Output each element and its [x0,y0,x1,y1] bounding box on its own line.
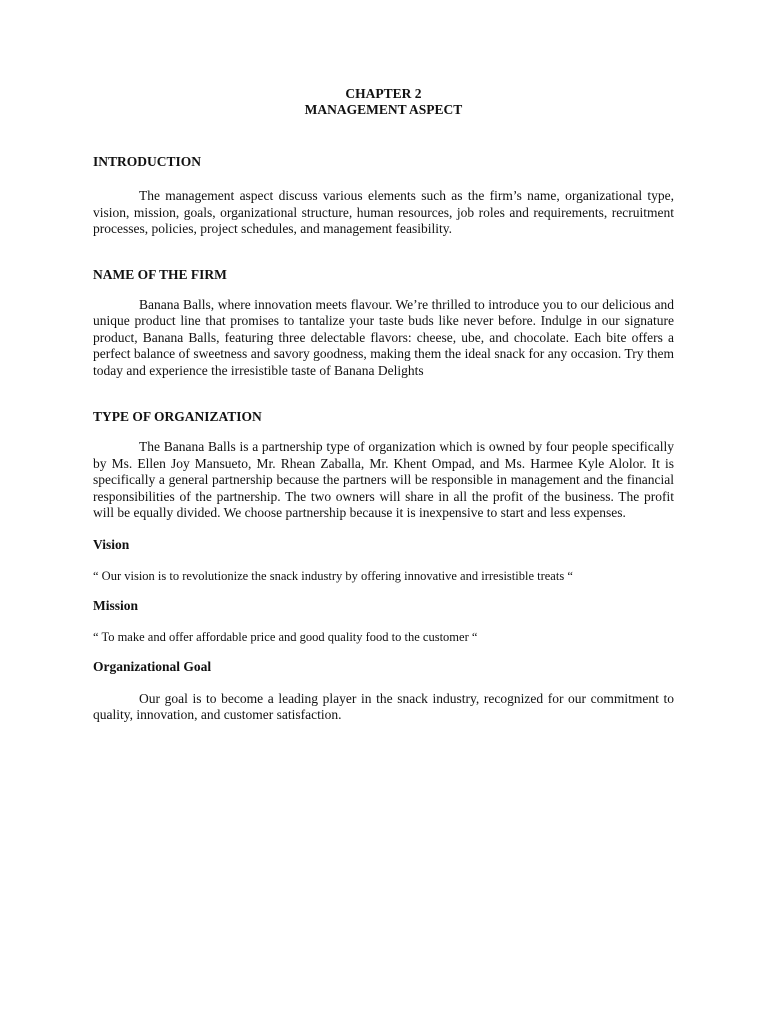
introduction-paragraph: The management aspect discuss various elements such as the firm’s name, organizational type, vision, mission, goals, organizational structure, human resources, job roles and requirements, recruitment processes, policies, project schedules, and management feasibility. [93,188,674,236]
vision-heading: Vision [93,536,130,552]
organizational-goal-paragraph: Our goal is to become a leading player in the snack industry, recognized for our commitment to quality, innovation, and customer satisfaction. [93,690,674,722]
organization-type-paragraph: The Banana Balls is a partnership type of organization which is owned by four people specifically by Ms. Ellen Joy Mansueto, Mr. Rhean Zaballa, Mr. Khent Ompad, and Ms. Harmee Kyle Alolor. It is specifically a general partnership because the partners will be responsible in management and the financial responsibilities of the partnership. The two owners will share in all the profit of the business. The profit will be equally divided. We choose partnership because it is inexpensive to start and less expenses. [93,439,674,520]
chapter-title: MANAGEMENT ASPECT [304,102,463,117]
vision-statement: “ Our vision is to revolutionize the snack industry by offering innovative and irresistible treats “ [93,568,573,583]
page-content [93,86,674,724]
introduction-heading: INTRODUCTION [93,154,202,169]
chapter-number: CHAPTER 2 [345,86,422,101]
firm-name-heading: NAME OF THE FIRM [93,266,227,282]
organization-type-heading: TYPE OF ORGANIZATION [93,409,262,424]
firm-name-paragraph: Banana Balls, where innovation meets flavour. We’re thrilled to introduce you to our delicious and unique product line that promises to tantalize your taste buds like never before. Indulge in our signature product, Banana Balls, featuring three delectable flavors: cheese, ube, and chocolate. Each bite offers a perfect balance of sweetness and savory goodness, making them the ideal snack for any occasion. Try them today and experience the irresistible taste of Banana Delights [93,296,674,378]
mission-heading: Mission [93,597,139,613]
organizational-goal-heading: Organizational Goal [93,658,212,674]
mission-statement: “ To make and offer affordable price and good quality food to the customer “ [93,629,478,644]
